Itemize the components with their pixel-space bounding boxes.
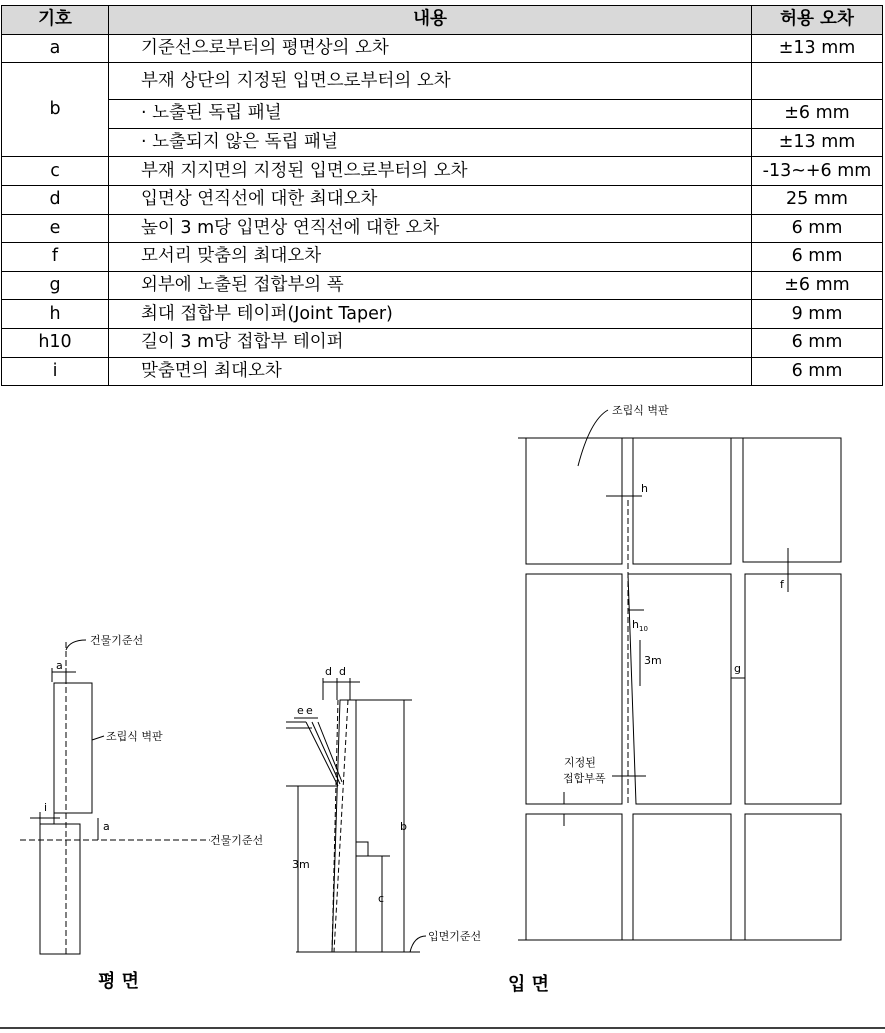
symbol-cell: h10 [2,328,109,357]
symbol-cell: c [2,157,109,186]
elevation-panel [745,574,841,804]
elevation-panel [633,438,731,564]
tolerance-cell: ±13 mm [752,128,883,157]
elevation-joint-label-1: 지정된 [564,756,596,769]
plan-building-line-label: 건물기준선 [90,634,144,647]
header-content: 내용 [109,6,752,35]
description-cell: 부재 지지면의 지정된 입면으로부터의 오차 [109,157,752,186]
tolerance-cell: 25 mm [752,185,883,214]
plan-caption: 평 면 [98,971,140,992]
elevation-panel-tapered [628,574,731,804]
elevation-panel [633,814,731,940]
elevation-label-h: h [641,482,648,495]
plan-view [20,633,263,992]
tolerance-cell: 9 mm [752,300,883,329]
elevation-panel [745,814,841,940]
header-tolerance: 허용 오차 [752,6,883,35]
elevation-panel-label: 조립식 벽판 [612,404,669,417]
tolerance-cell: -13~+6 mm [752,157,883,186]
section-elevation-label: 입면기준선 [428,930,482,943]
elevation-label-g: g [734,662,741,675]
elevation-panel [743,438,841,562]
description-cell: 길이 3 m당 접합부 테이퍼 [109,328,752,357]
plan-lower-panel [40,824,80,954]
symbol-cell: i [2,357,109,386]
tolerance-cell: ±13 mm [752,34,883,63]
plan-leader [66,640,86,650]
tolerance-cell: 6 mm [752,243,883,272]
symbol-cell: g [2,271,109,300]
header-symbol: 기호 [2,6,109,35]
section-label-e1: e [297,704,304,717]
section-view [286,665,481,952]
symbol-cell: f [2,243,109,272]
description-cell: · 노출된 독립 패널 [109,100,752,129]
plan-label-i: i [44,801,48,814]
plan-building-line-label-2: 건물기준선 [210,834,264,847]
description-cell: 높이 3 m당 입면상 연직선에 대한 오차 [109,214,752,243]
elevation-label-f: f [780,578,784,591]
section-elevation-leader [410,936,426,952]
description-cell: 외부에 노출된 접합부의 폭 [109,271,752,300]
symbol-cell: a [2,34,109,63]
description-cell: 부재 상단의 지정된 입면으로부터의 오차 [109,63,752,100]
elevation-label-h10: h [632,618,639,631]
tolerance-cell: 6 mm [752,357,883,386]
tolerance-cell: 6 mm [752,328,883,357]
elevation-label-h10-sub: 10 [639,625,648,633]
elevation-joint-label-2: 접합부폭 [563,772,606,785]
tolerance-cell: ±6 mm [752,100,883,129]
tolerance-cell: 6 mm [752,214,883,243]
elevation-panel [526,574,622,804]
section-label-e2: e [306,704,313,717]
symbol-cell: d [2,185,109,214]
section-label-c: c [378,892,385,905]
description-cell: · 노출되지 않은 독립 패널 [109,128,752,157]
description-cell: 입면상 연직선에 대한 최대오차 [109,185,752,214]
symbol-cell: h [2,300,109,329]
section-label-d1: d [325,665,332,678]
symbol-cell: b [2,63,109,157]
plan-panel-label: 조립식 벽판 [106,730,163,743]
plan-panel-leader [92,736,104,740]
plan-label-a-top: a [56,659,63,672]
section-bearing [356,842,368,856]
plan-upper-panel [54,683,92,813]
elevation-caption: 입 면 [508,974,550,995]
section-label-d2: d [339,665,346,678]
elevation-view [508,403,841,995]
description-cell: 최대 접합부 테이퍼(Joint Taper) [109,300,752,329]
section-panel [332,700,356,952]
description-cell: 모서리 맞춤의 최대오차 [109,243,752,272]
section-label-b: b [400,820,407,833]
section-label-3m: 3m [292,858,310,871]
elevation-panel [526,438,622,564]
plan-label-a-side: a [103,820,110,833]
tolerance-cell: ±6 mm [752,271,883,300]
symbol-cell: e [2,214,109,243]
description-cell: 맞춤면의 최대오차 [109,357,752,386]
elevation-panel [526,814,622,940]
description-cell: 기준선으로부터의 평면상의 오차 [109,34,752,63]
elevation-label-3m: 3m [644,654,662,667]
